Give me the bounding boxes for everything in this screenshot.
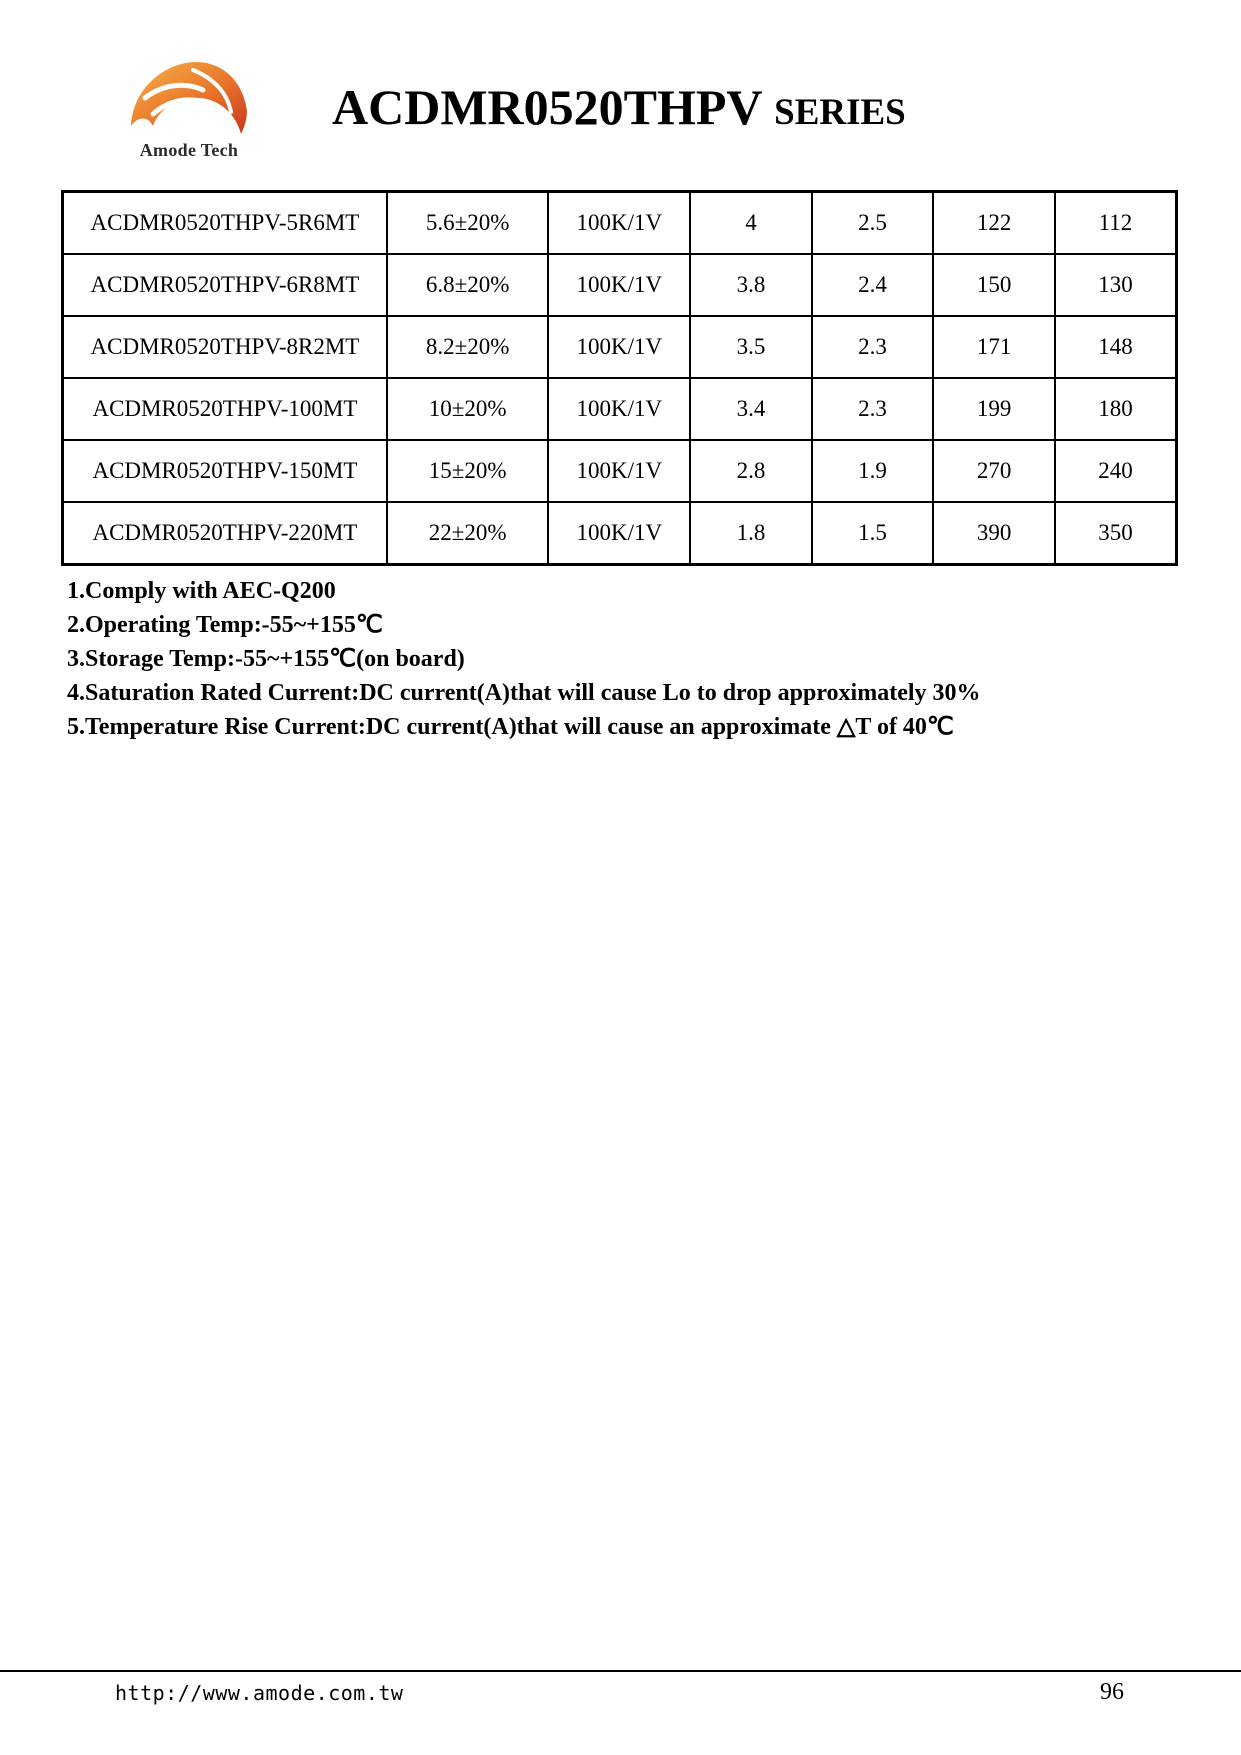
table-cell: 10±20% xyxy=(387,378,549,440)
table-cell: 1.8 xyxy=(690,502,812,565)
table-cell: 150 xyxy=(933,254,1055,316)
table-row xyxy=(63,316,1177,378)
spec-table-body xyxy=(63,192,1177,565)
part-number-cell: ACDMR0520THPV-220MT xyxy=(63,502,387,565)
table-cell: 2.4 xyxy=(812,254,934,316)
table-cell: 100K/1V xyxy=(548,254,690,316)
table-row xyxy=(63,502,1177,565)
note-item: 2.Operating Temp:-55~+155℃ xyxy=(67,612,383,638)
table-cell: 199 xyxy=(933,378,1055,440)
table-cell: 3.5 xyxy=(690,316,812,378)
page-title xyxy=(332,79,906,135)
logo-text: Amode Tech xyxy=(139,140,239,160)
spec-table xyxy=(61,190,1178,566)
note-item: 3.Storage Temp:-55~+155℃(on board) xyxy=(67,646,465,672)
note-item: 5.Temperature Rise Current:DC current(A)that will cause an approximate △T of 40℃ xyxy=(67,714,954,740)
footer-divider xyxy=(0,1670,1241,1672)
part-number-cell: ACDMR0520THPV-6R8MT xyxy=(63,254,387,316)
table-cell: 1.5 xyxy=(812,502,934,565)
table-row xyxy=(63,254,1177,316)
table-cell: 112 xyxy=(1055,192,1177,255)
table-cell: 350 xyxy=(1055,502,1177,565)
table-cell: 270 xyxy=(933,440,1055,502)
table-cell: 8.2±20% xyxy=(387,316,549,378)
title-main: ACDMR0520THPV xyxy=(332,79,762,135)
title-suffix: SERIES xyxy=(774,92,906,133)
company-logo xyxy=(118,56,258,166)
part-number-cell: ACDMR0520THPV-150MT xyxy=(63,440,387,502)
table-cell: 15±20% xyxy=(387,440,549,502)
footer-url: http://www.amode.com.tw xyxy=(115,1681,404,1705)
page-number: 96 xyxy=(1100,1679,1124,1705)
table-cell: 100K/1V xyxy=(548,440,690,502)
table-cell: 3.8 xyxy=(690,254,812,316)
table-cell: 100K/1V xyxy=(548,378,690,440)
table-cell: 171 xyxy=(933,316,1055,378)
part-number-cell: ACDMR0520THPV-5R6MT xyxy=(63,192,387,255)
sun-flame-icon xyxy=(123,56,253,146)
table-cell: 100K/1V xyxy=(548,502,690,565)
table-cell: 130 xyxy=(1055,254,1177,316)
table-cell: 5.6±20% xyxy=(387,192,549,255)
table-row xyxy=(63,378,1177,440)
table-cell: 100K/1V xyxy=(548,316,690,378)
table-cell: 122 xyxy=(933,192,1055,255)
table-cell: 148 xyxy=(1055,316,1177,378)
table-cell: 4 xyxy=(690,192,812,255)
part-number-cell: ACDMR0520THPV-100MT xyxy=(63,378,387,440)
table-cell: 2.8 xyxy=(690,440,812,502)
table-cell: 1.9 xyxy=(812,440,934,502)
table-cell: 390 xyxy=(933,502,1055,565)
table-cell: 100K/1V xyxy=(548,192,690,255)
table-cell: 2.3 xyxy=(812,316,934,378)
table-row xyxy=(63,440,1177,502)
table-cell: 22±20% xyxy=(387,502,549,565)
table-row xyxy=(63,192,1177,255)
table-cell: 3.4 xyxy=(690,378,812,440)
table-cell: 180 xyxy=(1055,378,1177,440)
note-item: 1.Comply with AEC-Q200 xyxy=(67,578,336,604)
notes-list xyxy=(67,574,981,744)
note-item: 4.Saturation Rated Current:DC current(A)that will cause Lo to drop approximately 30% xyxy=(67,680,981,706)
table-cell: 2.5 xyxy=(812,192,934,255)
table-cell: 240 xyxy=(1055,440,1177,502)
part-number-cell: ACDMR0520THPV-8R2MT xyxy=(63,316,387,378)
table-cell: 6.8±20% xyxy=(387,254,549,316)
table-cell: 2.3 xyxy=(812,378,934,440)
